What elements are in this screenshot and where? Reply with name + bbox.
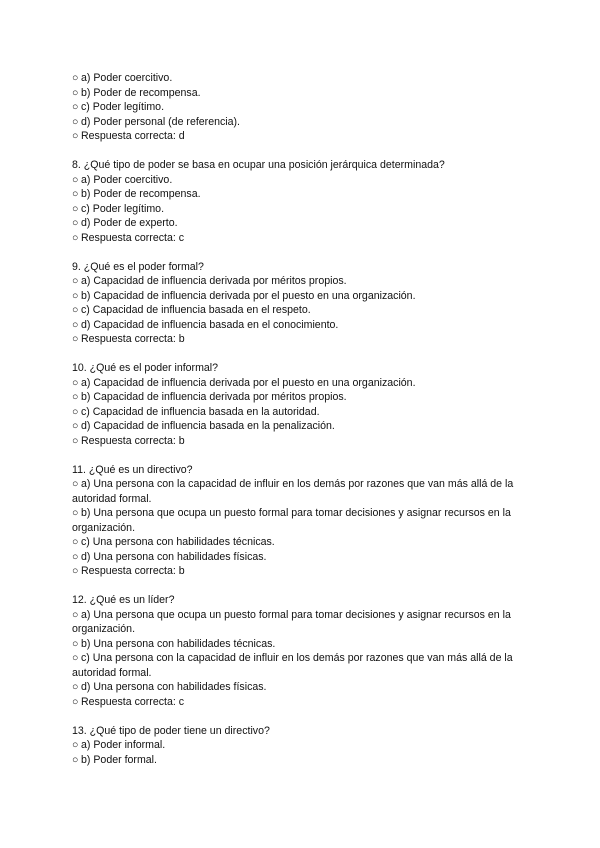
- option-line: ○ b) Capacidad de influencia derivada por el puesto en una organización.: [72, 289, 416, 302]
- bullet-circle-icon: ○: [72, 507, 79, 519]
- option-line: ○ a) Poder coercitivo.: [72, 173, 173, 186]
- bullet-circle-icon: ○: [72, 478, 79, 490]
- option-line: ○ a) Poder coercitivo.: [72, 72, 173, 84]
- option-line: ○ d) Una persona con habilidades físicas.: [72, 550, 267, 563]
- option-line: ○ d) Capacidad de influencia basada en la penalización.: [72, 420, 335, 432]
- question-block-7-options: [72, 71, 528, 144]
- document-page: [72, 71, 528, 782]
- bullet-circle-icon: ○: [72, 434, 79, 447]
- bullet-circle-icon: ○: [72, 101, 79, 113]
- bullet-circle-icon: ○: [72, 405, 79, 418]
- option-line: ○ a) Capacidad de influencia derivada por el puesto en una organización.: [72, 376, 416, 389]
- option-line: ○ c) Capacidad de influencia basada en el respeto.: [72, 304, 311, 316]
- question-block-12: [72, 593, 528, 709]
- bullet-circle-icon: ○: [72, 304, 79, 316]
- option-line: ○ d) Poder de experto.: [72, 217, 178, 229]
- answer-line: ○ Respuesta correcta: b: [72, 565, 185, 577]
- option-line: ○ c) Capacidad de influencia basada en la autoridad.: [72, 405, 320, 418]
- bullet-circle-icon: ○: [72, 739, 79, 751]
- option-line: ○ c) Una persona con la capacidad de influir en los demás por razones que van más allá de la autoridad formal.: [72, 652, 513, 679]
- bullet-circle-icon: ○: [72, 637, 79, 650]
- bullet-circle-icon: ○: [72, 333, 79, 345]
- question-text: 8. ¿Qué tipo de poder se basa en ocupar una posición jerárquica determinada?: [72, 159, 445, 171]
- bullet-circle-icon: ○: [72, 188, 79, 200]
- bullet-circle-icon: ○: [72, 420, 79, 432]
- question-block-11: [72, 463, 528, 579]
- bullet-circle-icon: ○: [72, 318, 79, 331]
- option-line: ○ a) Una persona con la capacidad de influir en los demás por razones que van más allá de la autoridad formal.: [72, 478, 514, 505]
- option-line: ○ b) Una persona con habilidades técnicas.: [72, 637, 276, 650]
- option-line: ○ d) Capacidad de influencia basada en el conocimiento.: [72, 318, 339, 331]
- option-line: ○ a) Una persona que ocupa un puesto formal para tomar decisiones y asignar recursos en la organización.: [72, 608, 511, 635]
- question-text: 11. ¿Qué es un directivo?: [72, 463, 193, 476]
- option-line: ○ d) Una persona con habilidades físicas.: [72, 681, 267, 693]
- option-line: ○ b) Capacidad de influencia derivada por méritos propios.: [72, 391, 347, 403]
- bullet-circle-icon: ○: [72, 652, 79, 664]
- question-block-13: [72, 724, 528, 768]
- bullet-circle-icon: ○: [72, 231, 79, 244]
- bullet-circle-icon: ○: [72, 608, 79, 621]
- bullet-circle-icon: ○: [72, 565, 79, 577]
- answer-line: ○ Respuesta correcta: d: [72, 130, 185, 142]
- question-text: 9. ¿Qué es el poder formal?: [72, 260, 204, 273]
- bullet-circle-icon: ○: [72, 115, 79, 128]
- option-line: ○ c) Poder legítimo.: [72, 202, 165, 215]
- answer-line: ○ Respuesta correcta: b: [72, 434, 185, 447]
- bullet-circle-icon: ○: [72, 86, 79, 99]
- bullet-circle-icon: ○: [72, 72, 79, 84]
- question-text: 10. ¿Qué es el poder informal?: [72, 362, 219, 374]
- option-line: ○ b) Poder formal.: [72, 753, 157, 766]
- option-line: ○ b) Una persona que ocupa un puesto formal para tomar decisiones y asignar recursos en la organización.: [72, 507, 511, 534]
- answer-line: ○ Respuesta correcta: b: [72, 333, 185, 345]
- bullet-circle-icon: ○: [72, 130, 79, 142]
- bullet-circle-icon: ○: [72, 391, 79, 403]
- answer-line: ○ Respuesta correcta: c: [72, 695, 185, 708]
- question-text: 12. ¿Qué es un líder?: [72, 594, 175, 606]
- question-block-8: [72, 158, 528, 245]
- bullet-circle-icon: ○: [72, 536, 79, 548]
- option-line: ○ b) Poder de recompensa.: [72, 188, 201, 200]
- bullet-circle-icon: ○: [72, 695, 79, 708]
- bullet-circle-icon: ○: [72, 753, 79, 766]
- bullet-circle-icon: ○: [72, 202, 79, 215]
- bullet-circle-icon: ○: [72, 173, 79, 186]
- bullet-circle-icon: ○: [72, 289, 79, 302]
- question-block-10: [72, 361, 528, 448]
- option-line: ○ c) Una persona con habilidades técnicas.: [72, 536, 275, 548]
- bullet-circle-icon: ○: [72, 217, 79, 229]
- bullet-circle-icon: ○: [72, 275, 79, 287]
- question-block-9: [72, 260, 528, 347]
- bullet-circle-icon: ○: [72, 681, 79, 693]
- answer-line: ○ Respuesta correcta: c: [72, 231, 185, 244]
- option-line: ○ c) Poder legítimo.: [72, 101, 165, 113]
- option-line: ○ a) Capacidad de influencia derivada por méritos propios.: [72, 275, 347, 287]
- question-text: 13. ¿Qué tipo de poder tiene un directivo?: [72, 724, 270, 737]
- option-line: ○ b) Poder de recompensa.: [72, 86, 201, 99]
- option-line: ○ a) Poder informal.: [72, 739, 166, 751]
- bullet-circle-icon: ○: [72, 376, 79, 389]
- option-line: ○ d) Poder personal (de referencia).: [72, 115, 240, 128]
- bullet-circle-icon: ○: [72, 550, 79, 563]
